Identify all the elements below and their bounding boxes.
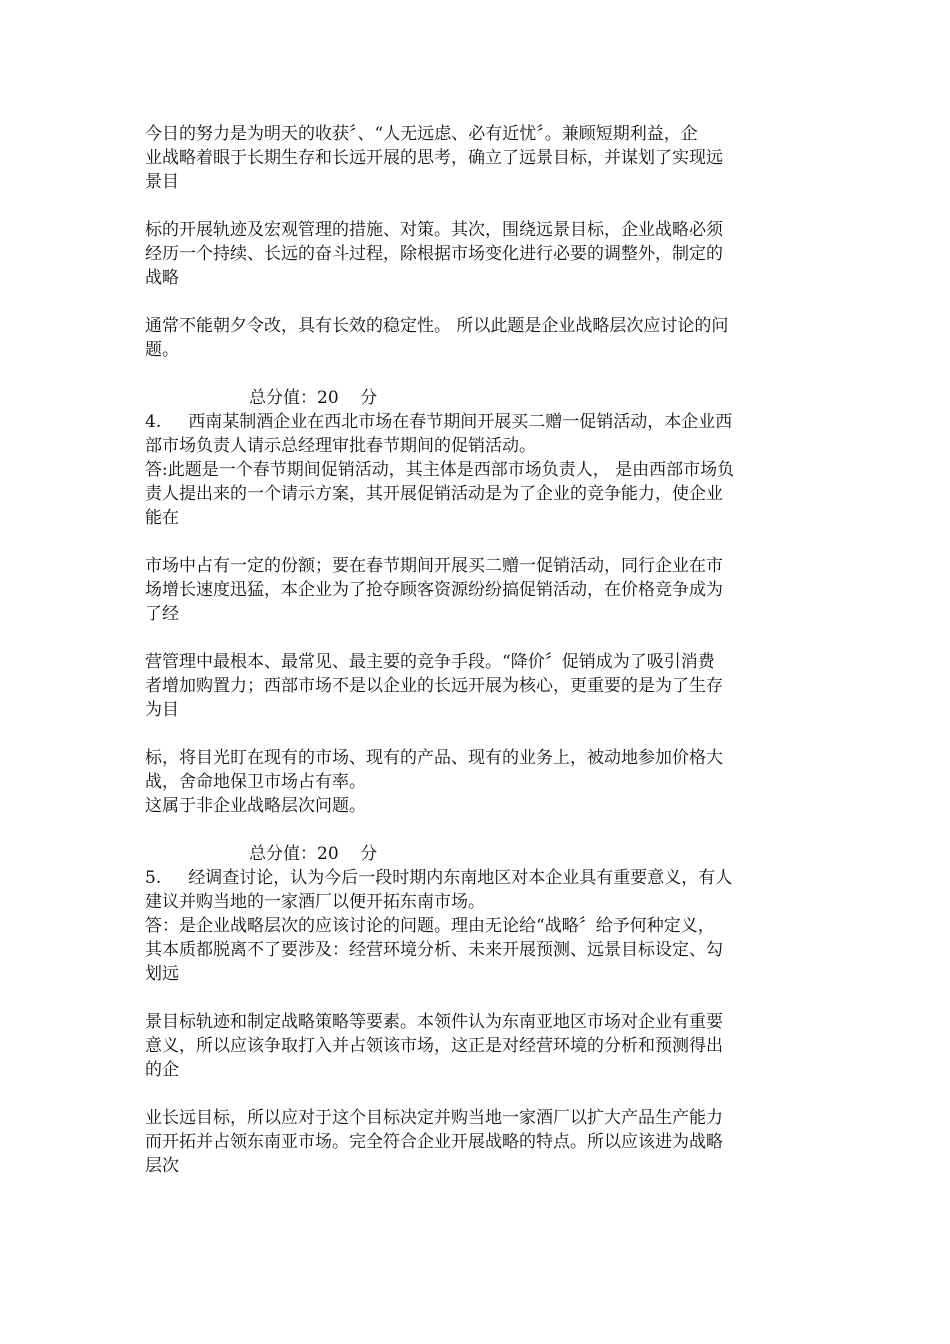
score-label: 总分值：20 分 <box>249 388 378 408</box>
text-line: 标，将目光盯在现有的市场、现有的产品、现有的业务上，被动地参加价格大 <box>145 748 723 768</box>
text-line: 为目 <box>145 700 179 720</box>
paragraph-gap <box>145 362 805 386</box>
text-line: 市场中占有一定的份额；要在春节期间开展买二赠一促销活动，同行企业在市 <box>145 556 723 576</box>
text-line: 了经 <box>145 604 179 624</box>
paragraph-6 <box>145 650 805 722</box>
paragraph-10 <box>145 1106 805 1178</box>
text-line: 今日的努力是为明天的收获〞、“人无远虑、必有近忧〞。兼顾短期利益，企 <box>145 124 698 144</box>
text-line: 划远 <box>145 964 179 984</box>
answer-text: 答:此题是一个春节期间促销活动，其主体是西部市场负责人， 是由西部市场负 <box>145 460 735 480</box>
document-page <box>145 122 805 1178</box>
text-line: 其本质都脱离不了要涉及：经营环境分析、未来开展预测、远景目标设定、勾 <box>145 940 723 960</box>
answer-text: 答：是企业战略层次的应该讨论的问题。理由无论给“战略〞给予何种定义， <box>145 916 715 936</box>
text-line: 这属于非企业战略层次问题。 <box>145 796 366 816</box>
paragraph-1 <box>145 122 805 194</box>
paragraph-gap <box>145 818 805 842</box>
text-line: 经历一个持续、长远的奋斗过程，除根据市场变化进行必要的调整外，制定的 <box>145 244 723 264</box>
text-line: 业长远目标，所以应对于这个目标决定并购当地一家酒厂以扩大产品生产能力 <box>145 1108 723 1128</box>
text-line: 层次 <box>145 1156 179 1176</box>
text-line: 题。 <box>145 340 179 360</box>
text-line: 场增长速度迅猛，本企业为了抢夺顾客资源纷纷搞促销活动，在价格竞争成为 <box>145 580 723 600</box>
text-line: 者增加购置力；西部市场不是以企业的长远开展为核心，更重要的是为了生存 <box>145 676 723 696</box>
text-line: 建议并购当地的一家酒厂以便开拓东南市场。 <box>145 892 485 912</box>
text-line: 能在 <box>145 508 179 528</box>
text-line: 通常不能朝夕令改，具有长效的稳定性。 所以此题是企业战略层次应讨论的问 <box>145 316 729 336</box>
paragraph-gap <box>145 986 805 1010</box>
text-line: 而开拓并占领东南亚市场。完全符合企业开展战略的特点。所以应该进为战略 <box>145 1132 723 1152</box>
text-line: 标的开展轨迹及宏观管理的措施、对策。其次，围绕远景目标，企业战略必须 <box>145 220 723 240</box>
paragraph-2 <box>145 218 805 290</box>
text-line: 的企 <box>145 1060 179 1080</box>
paragraph-gap <box>145 1082 805 1106</box>
paragraph-gap <box>145 530 805 554</box>
score-label: 总分值：20 分 <box>249 844 378 864</box>
question-text: 4. 西南某制酒企业在西北市场在春节期间开展买二赠一促销活动，本企业西 <box>145 412 733 432</box>
paragraph-gap <box>145 626 805 650</box>
question-text: 5. 经调查讨论，认为今后一段时期内东南地区对本企业具有重要意义，有人 <box>145 868 733 888</box>
paragraph-5 <box>145 554 805 626</box>
text-line: 战略 <box>145 268 179 288</box>
text-line: 业战略着眼于长期生存和长远开展的思考，确立了远景目标，并谋划了实现远 <box>145 148 723 168</box>
paragraph-gap <box>145 722 805 746</box>
paragraph-gap <box>145 290 805 314</box>
text-line: 责人提出来的一个请示方案，其开展促销活动是为了企业的竞争能力，使企业 <box>145 484 723 504</box>
paragraph-7 <box>145 746 805 818</box>
text-line: 部市场负责人请示总经理审批春节期间的促销活动。 <box>145 436 536 456</box>
question-4 <box>145 386 805 530</box>
text-line: 营管理中最根本、最常见、最主要的竞争手段。“降价〞促销成为了吸引消费 <box>145 652 715 672</box>
text-line: 战，舍命地保卫市场占有率。 <box>145 772 366 792</box>
text-line: 意义，所以应该争取打入并占领该市场，这正是对经营环境的分析和预测得出 <box>145 1036 723 1056</box>
question-5 <box>145 842 805 986</box>
paragraph-9 <box>145 1010 805 1082</box>
text-line: 景目 <box>145 172 179 192</box>
text-line: 景目标轨迹和制定战略策略等要素。本领件认为东南亚地区市场对企业有重要 <box>145 1012 723 1032</box>
paragraph-gap <box>145 194 805 218</box>
paragraph-3 <box>145 314 805 362</box>
